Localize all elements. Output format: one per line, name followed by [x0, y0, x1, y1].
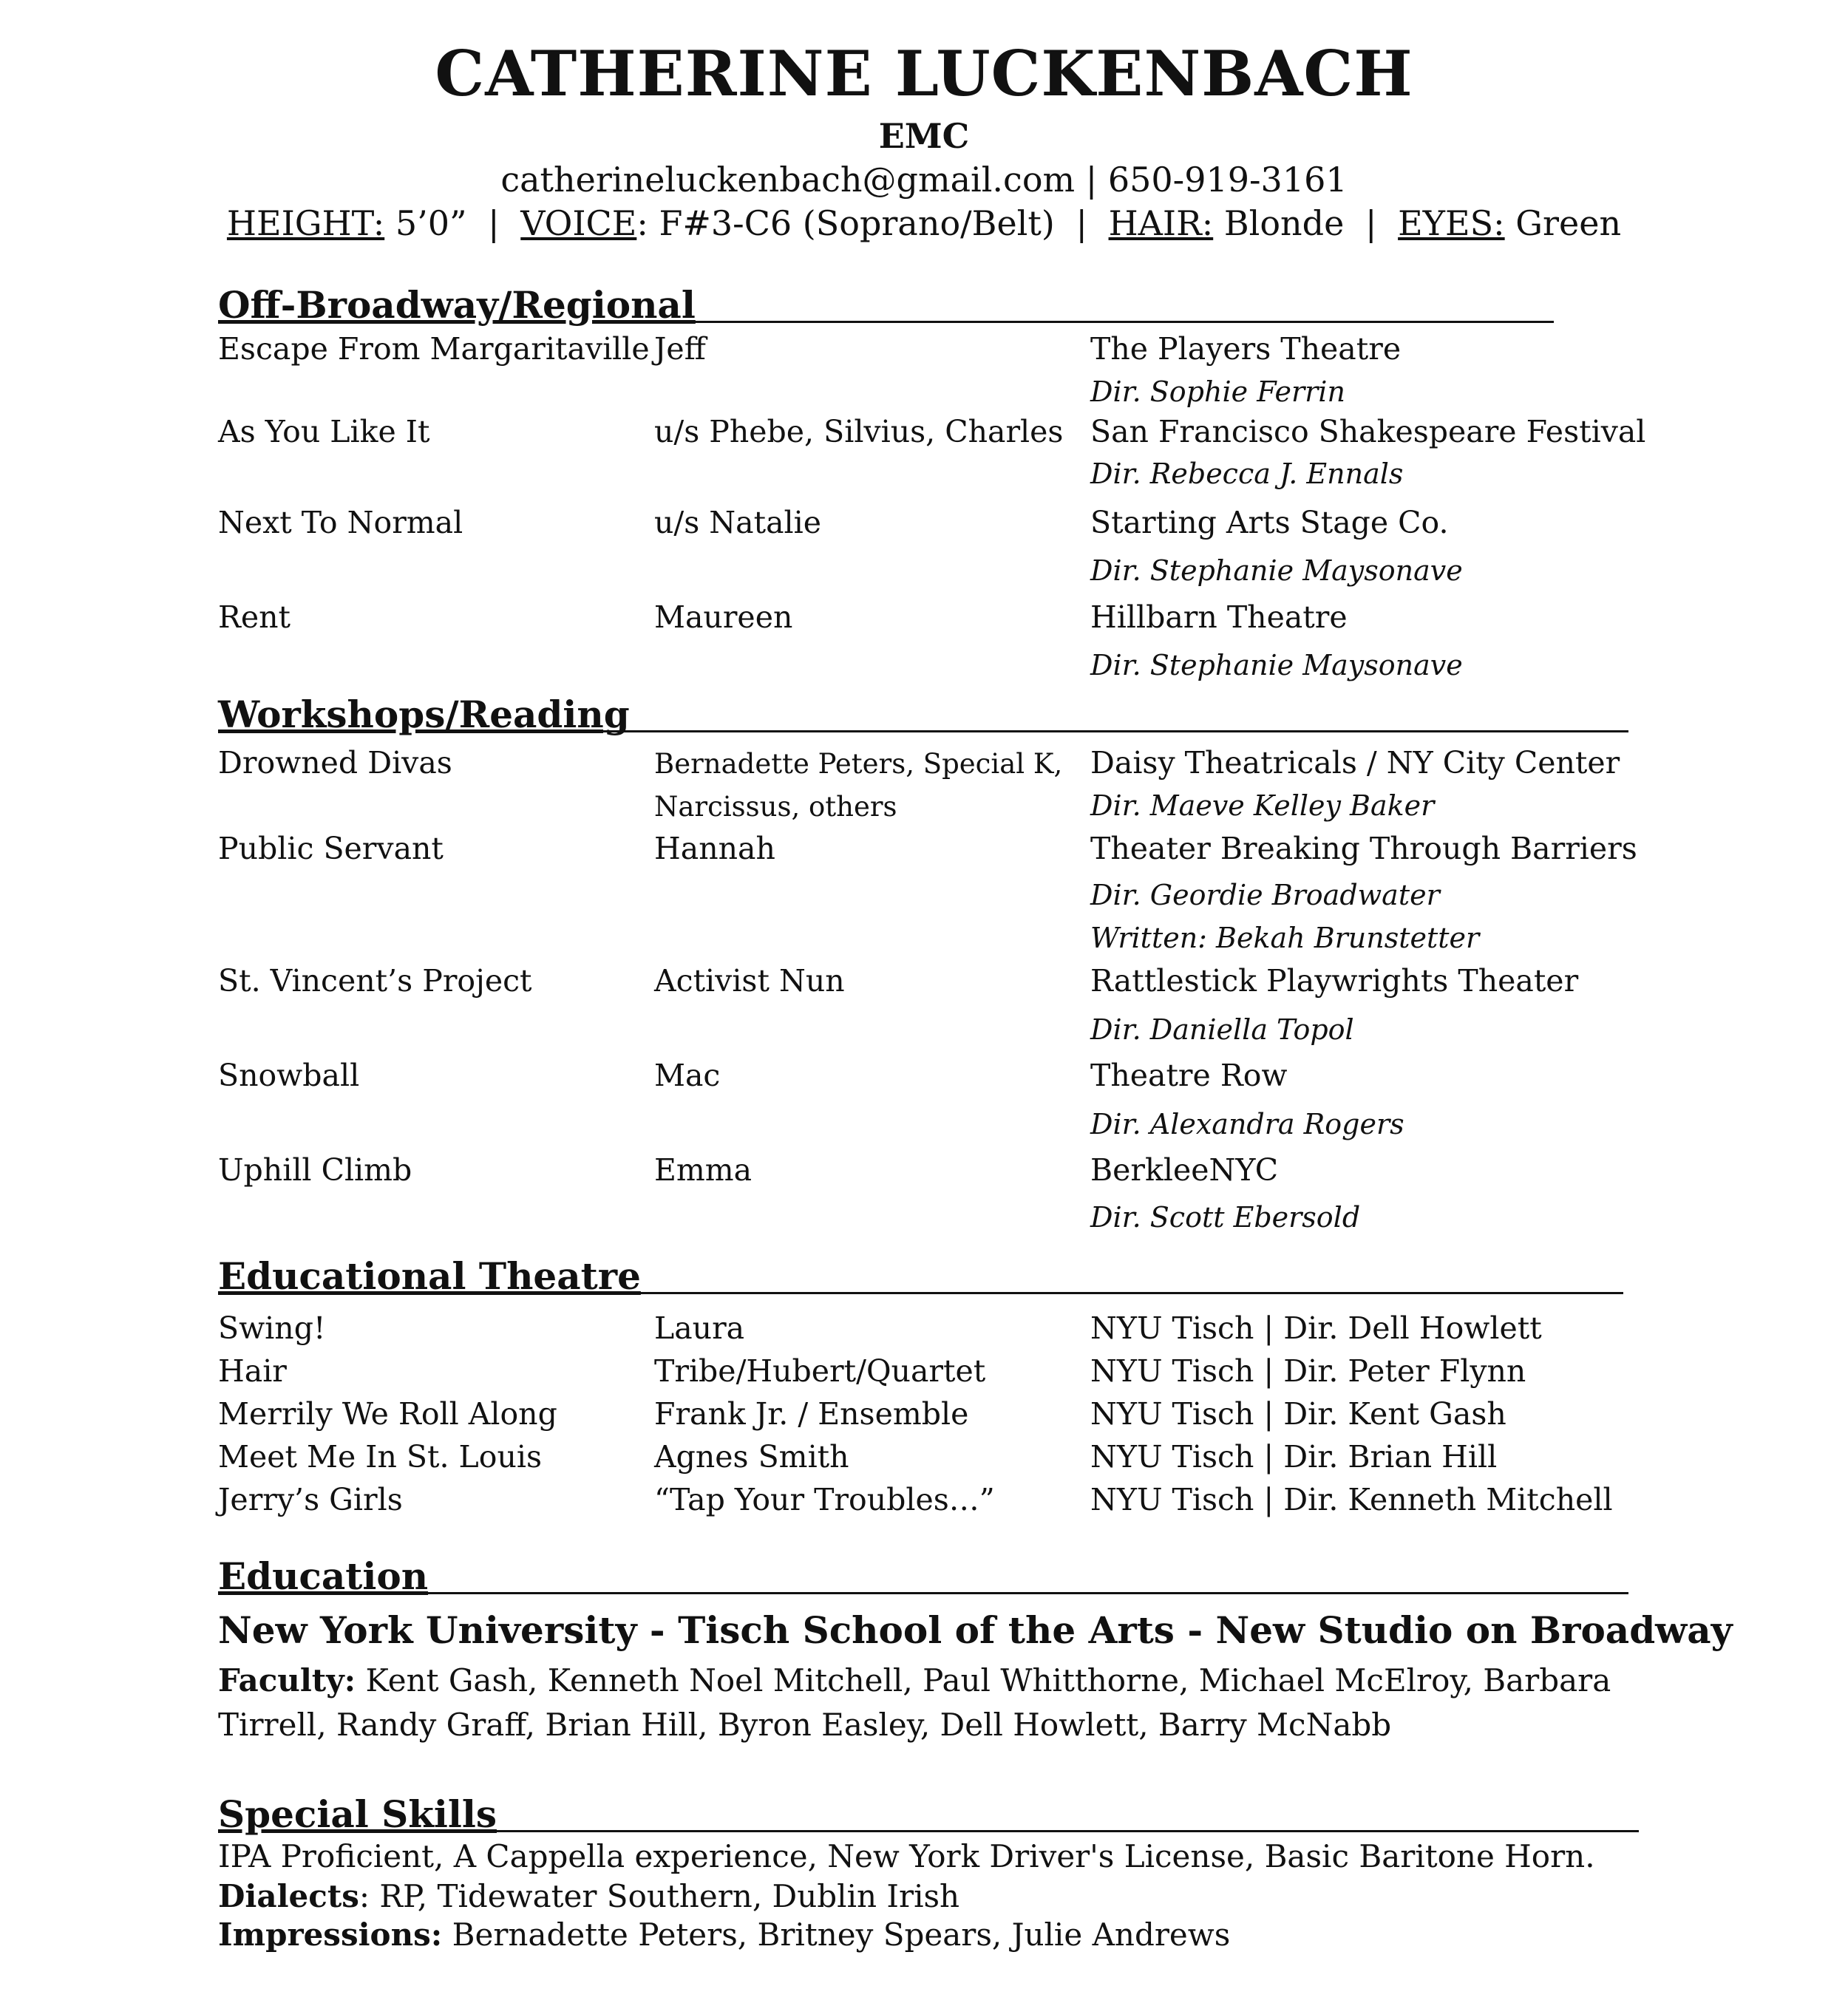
director: Dir. Alexandra Rogers	[1090, 1108, 1404, 1140]
section-title-education: Education	[218, 1554, 429, 1598]
faculty-label: Faculty:	[218, 1662, 356, 1698]
role: Frank Jr. / Ensemble	[654, 1396, 969, 1432]
height-label: HEIGHT:	[226, 203, 385, 243]
role: Mac	[654, 1058, 721, 1093]
venue: San Francisco Shakespeare Festival	[1090, 414, 1646, 449]
hair-value: Blonde	[1223, 203, 1345, 243]
section-rule	[586, 1292, 1623, 1294]
section-title-offbroadway: Off-Broadway/Regional	[218, 283, 696, 327]
role-continued: Narcissus, others	[654, 791, 897, 823]
show-title: Drowned Divas	[218, 745, 452, 781]
show-title: Jerry’s Girls	[218, 1482, 403, 1517]
school-name: New York University - Tisch School of the Arts - New Studio on Broadway	[218, 1608, 1733, 1652]
show-title: As You Like It	[218, 414, 430, 449]
director: Dir. Geordie Broadwater	[1090, 879, 1440, 911]
role: Maureen	[654, 599, 793, 635]
role: Tribe/Hubert/Quartet	[654, 1353, 986, 1389]
impressions-line	[218, 1916, 1230, 1954]
show-title: Escape From Margaritaville	[218, 331, 650, 367]
separator: |	[1365, 203, 1377, 243]
skills-line: IPA Proficient, A Cappella experience, New York Driver's License, Basic Baritone Horn.	[218, 1838, 1595, 1874]
venue: BerkleeNYC	[1090, 1152, 1279, 1188]
venue: Rattlestick Playwrights Theater	[1090, 963, 1579, 999]
show-title: St. Vincent’s Project	[218, 963, 532, 999]
union-status: EMC	[878, 116, 970, 156]
venue: Hillbarn Theatre	[1090, 599, 1348, 635]
voice-label: VOICE	[520, 203, 637, 243]
eyes-label: EYES:	[1398, 203, 1505, 243]
show-title: Merrily We Roll Along	[218, 1396, 557, 1432]
role: Bernadette Peters, Special K,	[654, 748, 1063, 780]
role: Emma	[654, 1152, 753, 1188]
impressions-label: Impressions:	[218, 1917, 443, 1953]
section-title-skills: Special Skills	[218, 1792, 497, 1836]
physical-stats	[0, 201, 1848, 245]
venue: NYU Tisch | Dir. Brian Hill	[1090, 1439, 1498, 1475]
eyes-value: Green	[1515, 203, 1622, 243]
show-title: Next To Normal	[218, 505, 463, 540]
role: Hannah	[654, 831, 775, 866]
section-rule	[591, 730, 1628, 732]
dialects-value: : RP, Tidewater Southern, Dublin Irish	[359, 1878, 960, 1914]
director: Dir. Scott Ebersold	[1090, 1201, 1361, 1234]
role: Jeff	[654, 331, 706, 367]
venue: NYU Tisch | Dir. Peter Flynn	[1090, 1353, 1526, 1389]
hair-label: HAIR:	[1108, 203, 1214, 243]
dialects-line	[218, 1877, 959, 1916]
venue: NYU Tisch | Dir. Kenneth Mitchell	[1090, 1482, 1613, 1517]
impressions-value: Bernadette Peters, Britney Spears, Julie Andrews	[452, 1917, 1231, 1953]
venue: The Players Theatre	[1090, 331, 1402, 367]
show-title: Rent	[218, 599, 291, 635]
section-title-workshops: Workshops/Reading	[218, 693, 630, 736]
applicant-name: CATHERINE LUCKENBACH	[435, 37, 1413, 110]
venue: NYU Tisch | Dir. Dell Howlett	[1090, 1310, 1542, 1346]
dialects-label: Dialects	[218, 1878, 359, 1914]
section-rule	[643, 321, 1554, 323]
section-title-educational: Educational Theatre	[218, 1254, 641, 1298]
director: Dir. Sophie Ferrin	[1090, 375, 1345, 408]
director: Dir. Daniella Topol	[1090, 1013, 1354, 1046]
venue: Theatre Row	[1090, 1058, 1288, 1093]
section-rule	[455, 1830, 1639, 1832]
venue: Starting Arts Stage Co.	[1090, 505, 1449, 540]
director: Dir. Rebecca J. Ennals	[1090, 458, 1404, 490]
voice-value: : F#3-C6 (Soprano/Belt)	[636, 203, 1055, 243]
show-title: Hair	[218, 1353, 287, 1389]
faculty-list	[218, 1659, 1652, 1747]
venue: Daisy Theatricals / NY City Center	[1090, 745, 1620, 781]
resume-header	[0, 37, 1848, 245]
role: “Tap Your Troubles…”	[654, 1482, 995, 1517]
show-title: Public Servant	[218, 831, 444, 866]
show-title: Swing!	[218, 1310, 326, 1346]
height-value: 5’0”	[395, 203, 467, 243]
director: Dir. Stephanie Maysonave	[1090, 649, 1463, 681]
role: Activist Nun	[654, 963, 845, 999]
role: Laura	[654, 1310, 745, 1346]
venue: NYU Tisch | Dir. Kent Gash	[1090, 1396, 1506, 1432]
section-rule	[403, 1592, 1628, 1594]
director: Dir. Stephanie Maysonave	[1090, 554, 1463, 587]
contact-line: catherineluckenbach@gmail.com | 650-919-3161	[500, 160, 1348, 200]
role: Agnes Smith	[654, 1439, 849, 1475]
show-title: Meet Me In St. Louis	[218, 1439, 543, 1475]
role: u/s Natalie	[654, 505, 822, 540]
show-title: Snowball	[218, 1058, 360, 1093]
director: Dir. Maeve Kelley Baker	[1090, 789, 1435, 822]
venue: Theater Breaking Through Barriers	[1090, 831, 1637, 866]
separator: |	[488, 203, 500, 243]
faculty-names: Kent Gash, Kenneth Noel Mitchell, Paul Whitthorne, Michael McElroy, Barbara Tirrell, Randy Graff, Brian Hill, Byron Easley, Dell Howlett, Barry McNabb	[218, 1662, 1611, 1743]
role: u/s Phebe, Silvius, Charles	[654, 414, 1064, 449]
show-title: Uphill Climb	[218, 1152, 412, 1188]
writer: Written: Bekah Brunstetter	[1090, 922, 1480, 954]
separator: |	[1076, 203, 1087, 243]
